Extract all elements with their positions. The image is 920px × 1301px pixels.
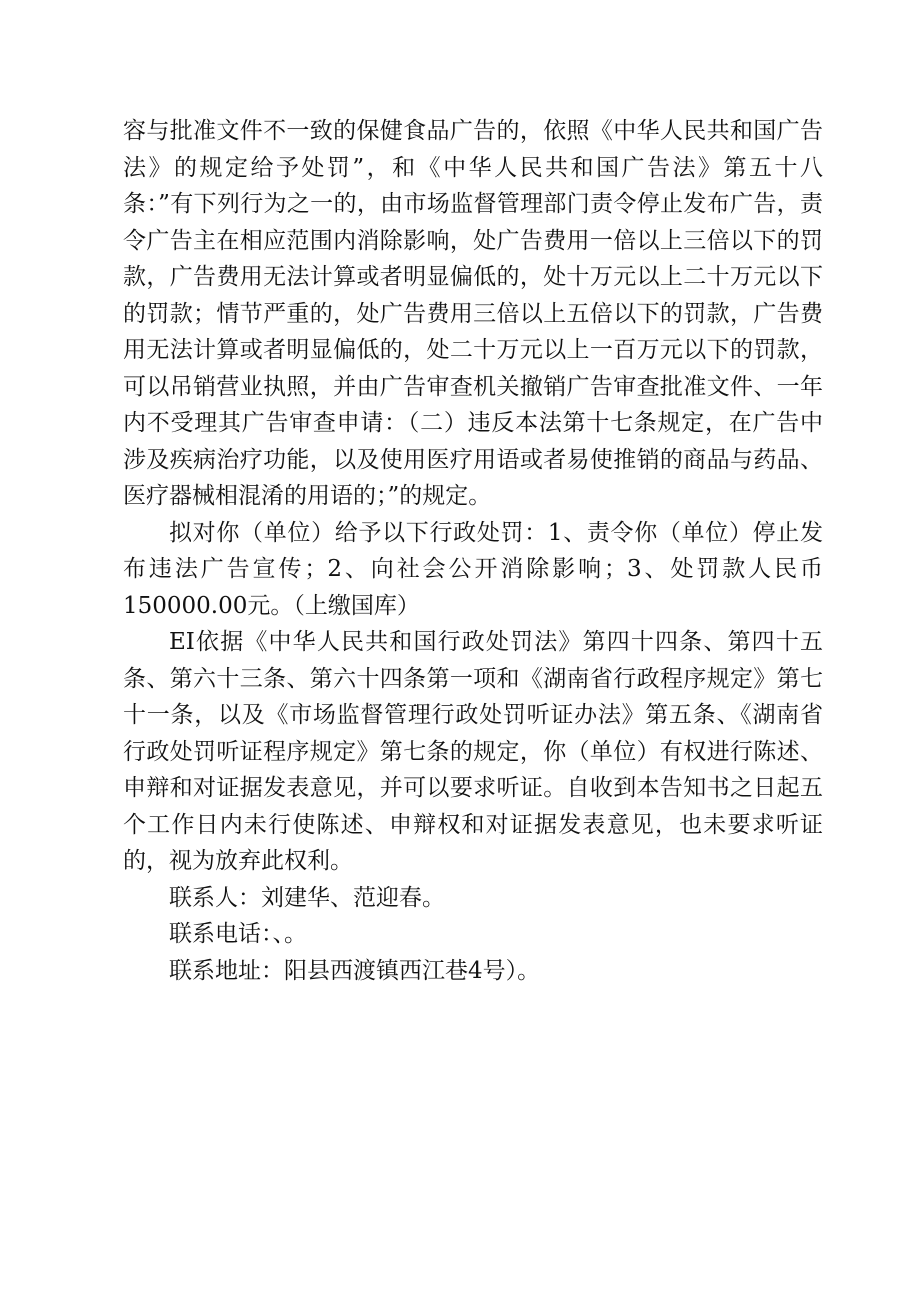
document-body [123,113,823,989]
contact-address: 联系地址：阳县西渡镇西江巷4号）。 [169,957,541,984]
paragraph-legal-basis: 容与批准文件不一致的保健食品广告的，依照《中华人民共和国广告法》的规定给予处罚”，和《中华人民共和国广告法》第五十八条：”有下列行为之一的，由市场监督管理部门责令停止发布广告，责令广告主在相应范围内消除影响，处广告费用一倍以上三倍以下的罚款，广告费用无法计算或者明显偏低的，处十万元以上二十万元以下的罚款；情节严重的，处广告费用三倍以上五倍以下的罚款，广告费用无法计算或者明显偏低的，处二十万元以上一百万元以下的罚款，可以吊销营业执照，并由广告审查机关撤销广告审查批准文件、一年内不受理其广告审查申请：（二）违反本法第十七条规定，在广告中涉及疾病治疗功能，以及使用医疗用语或者易使推销的商品与药品、医疗器械相混淆的用语的；”的规定。 [123,118,823,509]
contact-phone: 联系电话：、。 [169,921,307,947]
paragraph-rights-notice: EI依据《中华人民共和国行政处罚法》第四十四条、第四十五条、第六十三条、第六十四条第一项和《湖南省行政程序规定》第七十一条，以及《市场监督管理行政处罚听证办法》第五条、《湖南省行政处罚听证程序规定》第七条的规定，你（单位）有权进行陈述、申辩和对证据发表意见，并可以要求听证。自收到本告知书之日起五个工作日内未行使陈述、申辩权和对证据发表意见，也未要求听证的，视为放弃此权利。 [123,629,823,874]
paragraph-proposed-penalty: 拟对你（单位）给予以下行政处罚：1、责令你（单位）停止发布违法广告宣传；2、向社会公开消除影响；3、处罚款人民币150000.00元。（上缴国库） [123,519,823,619]
contact-person: 联系人：刘建华、范迎春。 [169,884,445,911]
